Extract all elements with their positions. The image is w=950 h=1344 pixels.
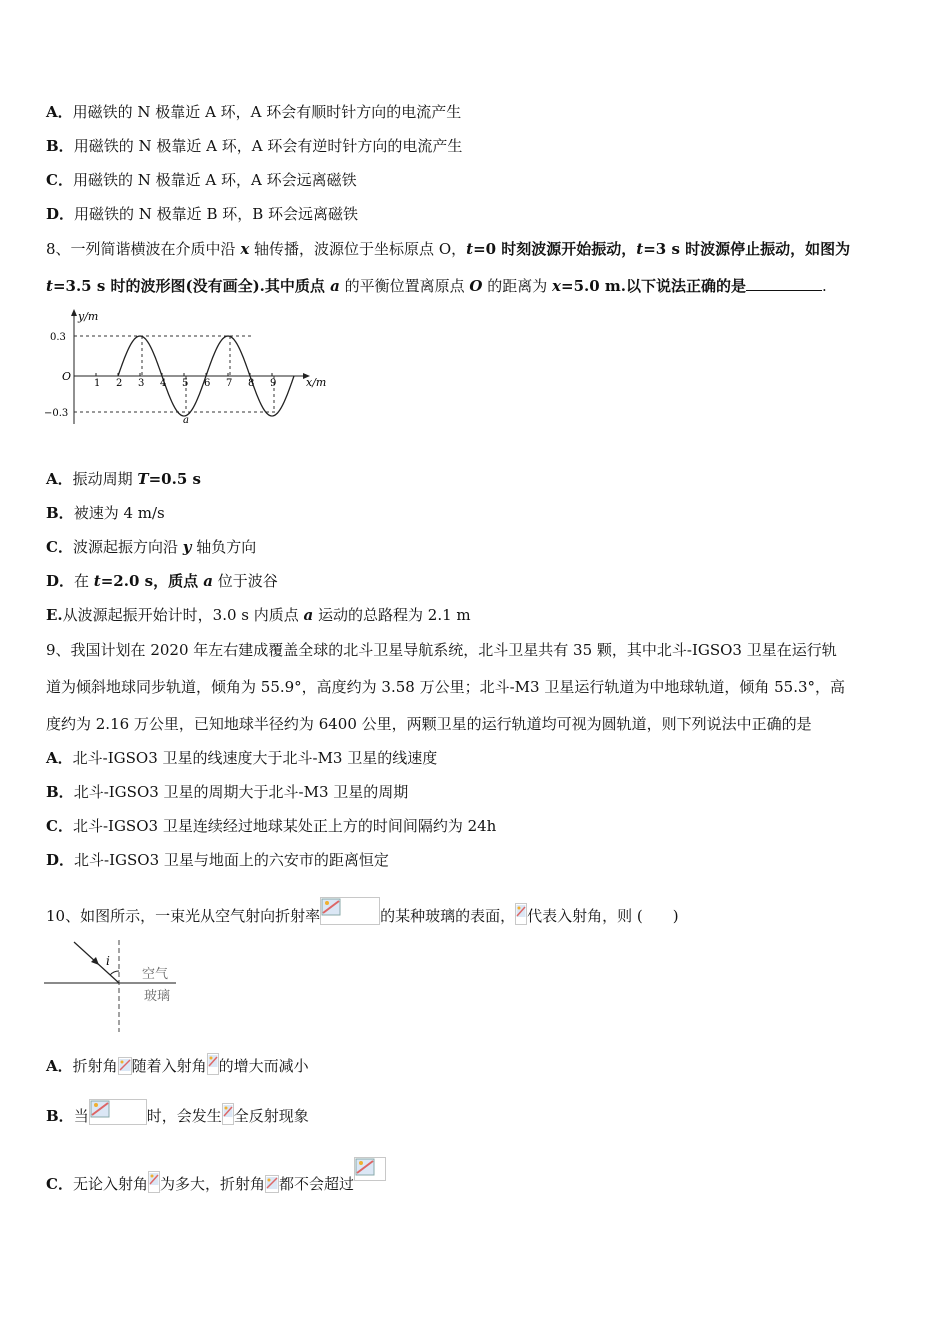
q7-option-a: A．用磁铁的 N 极靠近 A 环，A 环会有顺时针方向的电流产生 [46,103,462,121]
q8-option-e: E.从波源起振开始计时，3.0 s 内质点 a 运动的总路程为 2.1 m [46,606,471,624]
x-tick-4: 4 [160,378,167,389]
q8-option-b: B．被速为 4 m/s [46,504,165,522]
point-a-label: a [183,415,189,426]
incidence-angle-image-icon [148,1171,160,1193]
x-tick-7: 7 [226,378,233,389]
q10-option-a: A．折射角 随着入射角 的增大而减小 [46,1053,309,1076]
q10-option-c: C．无论入射角 为多大，折射角 都不会超过 [46,1157,386,1194]
incidence-angle-image-icon [515,903,527,925]
q10-option-b: B．当 时，会发生 全反射现象 [46,1099,309,1126]
q9-stem-line2: 道为倾斜地球同步轨道，倾角为 55.9°，高度约为 3.58 万公里；北斗-M3 卫星运行轨道为中地球轨道，倾角 55.3°，高 [46,678,846,696]
answer-blank[interactable] [746,276,822,291]
x-tick-2: 2 [116,378,123,389]
refractive-index-image-icon [320,897,380,925]
q9-option-a: A．北斗-IGSO3 卫星的线速度大于北斗-M3 卫星的线速度 [46,749,438,767]
q9-option-d: D．北斗-IGSO3 卫星与地面上的六安市的距离恒定 [46,851,389,869]
refraction-angle-image-icon [265,1175,279,1193]
q8-option-a: A．振动周期 T=0.5 s [46,470,201,488]
max-angle-formula-image-icon [354,1157,386,1181]
glass-label: 玻璃 [144,989,171,1004]
y-neg-label: −0.3 [44,408,69,419]
y-pos-label: 0.3 [50,332,66,343]
origin-label: O [62,370,72,383]
x-tick-6: 6 [204,378,211,389]
air-label: 空气 [142,967,169,982]
y-axis-label: y/m [78,310,99,323]
x-tick-1: 1 [94,378,101,389]
q8-option-d: D．在 t=2.0 s，质点 a 位于波谷 [46,572,278,590]
q8-stem-line1: 8、一列简谐横波在介质中沿 x 轴传播，波源位于坐标原点 O，t=0 时刻波源开始振动，t=3 s 时波源停止振动，如图为 [46,240,851,258]
x-tick-9: 9 [270,378,277,389]
refraction-diagram [44,938,194,1034]
x-axis-label: x/m [306,376,327,389]
q7-option-b: B．用磁铁的 N 极靠近 A 环，A 环会有逆时针方向的电流产生 [46,137,463,155]
incidence-angle-image-icon [222,1103,234,1125]
q8-option-c: C．波源起振方向沿 y 轴负方向 [46,538,257,556]
refraction-angle-image-icon [118,1057,132,1075]
q7-option-c: C．用磁铁的 N 极靠近 A 环，A 环会远离磁铁 [46,171,357,189]
condition-formula-image-icon [89,1099,147,1125]
x-tick-8: 8 [248,378,255,389]
incidence-angle-image-icon [207,1053,219,1075]
q9-stem-line1: 9、我国计划在 2020 年左右建成覆盖全球的北斗卫星导航系统，北斗卫星共有 35 颗，其中北斗-IGSO3 卫星在运行轨 [46,641,837,659]
q8-stem-line2: t=3.5 s 时的波形图(没有画全).其中质点 a 的平衡位置离原点 O 的距离为 x=5.0 m.以下说法正确的是 . [46,277,827,295]
q9-stem-line3: 度约为 2.16 万公里，已知地球半径约为 6400 公里，两颗卫星的运行轨道均可视为圆轨道，则下列说法中正确的是 [46,715,812,733]
q10-stem: 10、如图所示，一束光从空气射向折射率 的某种玻璃的表面， 代表入射角，则 ( ) [46,897,679,926]
x-tick-5: 5 [182,378,189,389]
q9-option-c: C．北斗-IGSO3 卫星连续经过地球某处正上方的时间间隔约为 24h [46,817,497,835]
wave-graph [44,306,336,430]
q7-option-d: D．用磁铁的 N 极靠近 B 环，B 环会远离磁铁 [46,205,359,223]
q9-option-b: B．北斗-IGSO3 卫星的周期大于北斗-M3 卫星的周期 [46,783,409,801]
angle-i-label: i [106,954,110,968]
x-tick-3: 3 [138,378,145,389]
